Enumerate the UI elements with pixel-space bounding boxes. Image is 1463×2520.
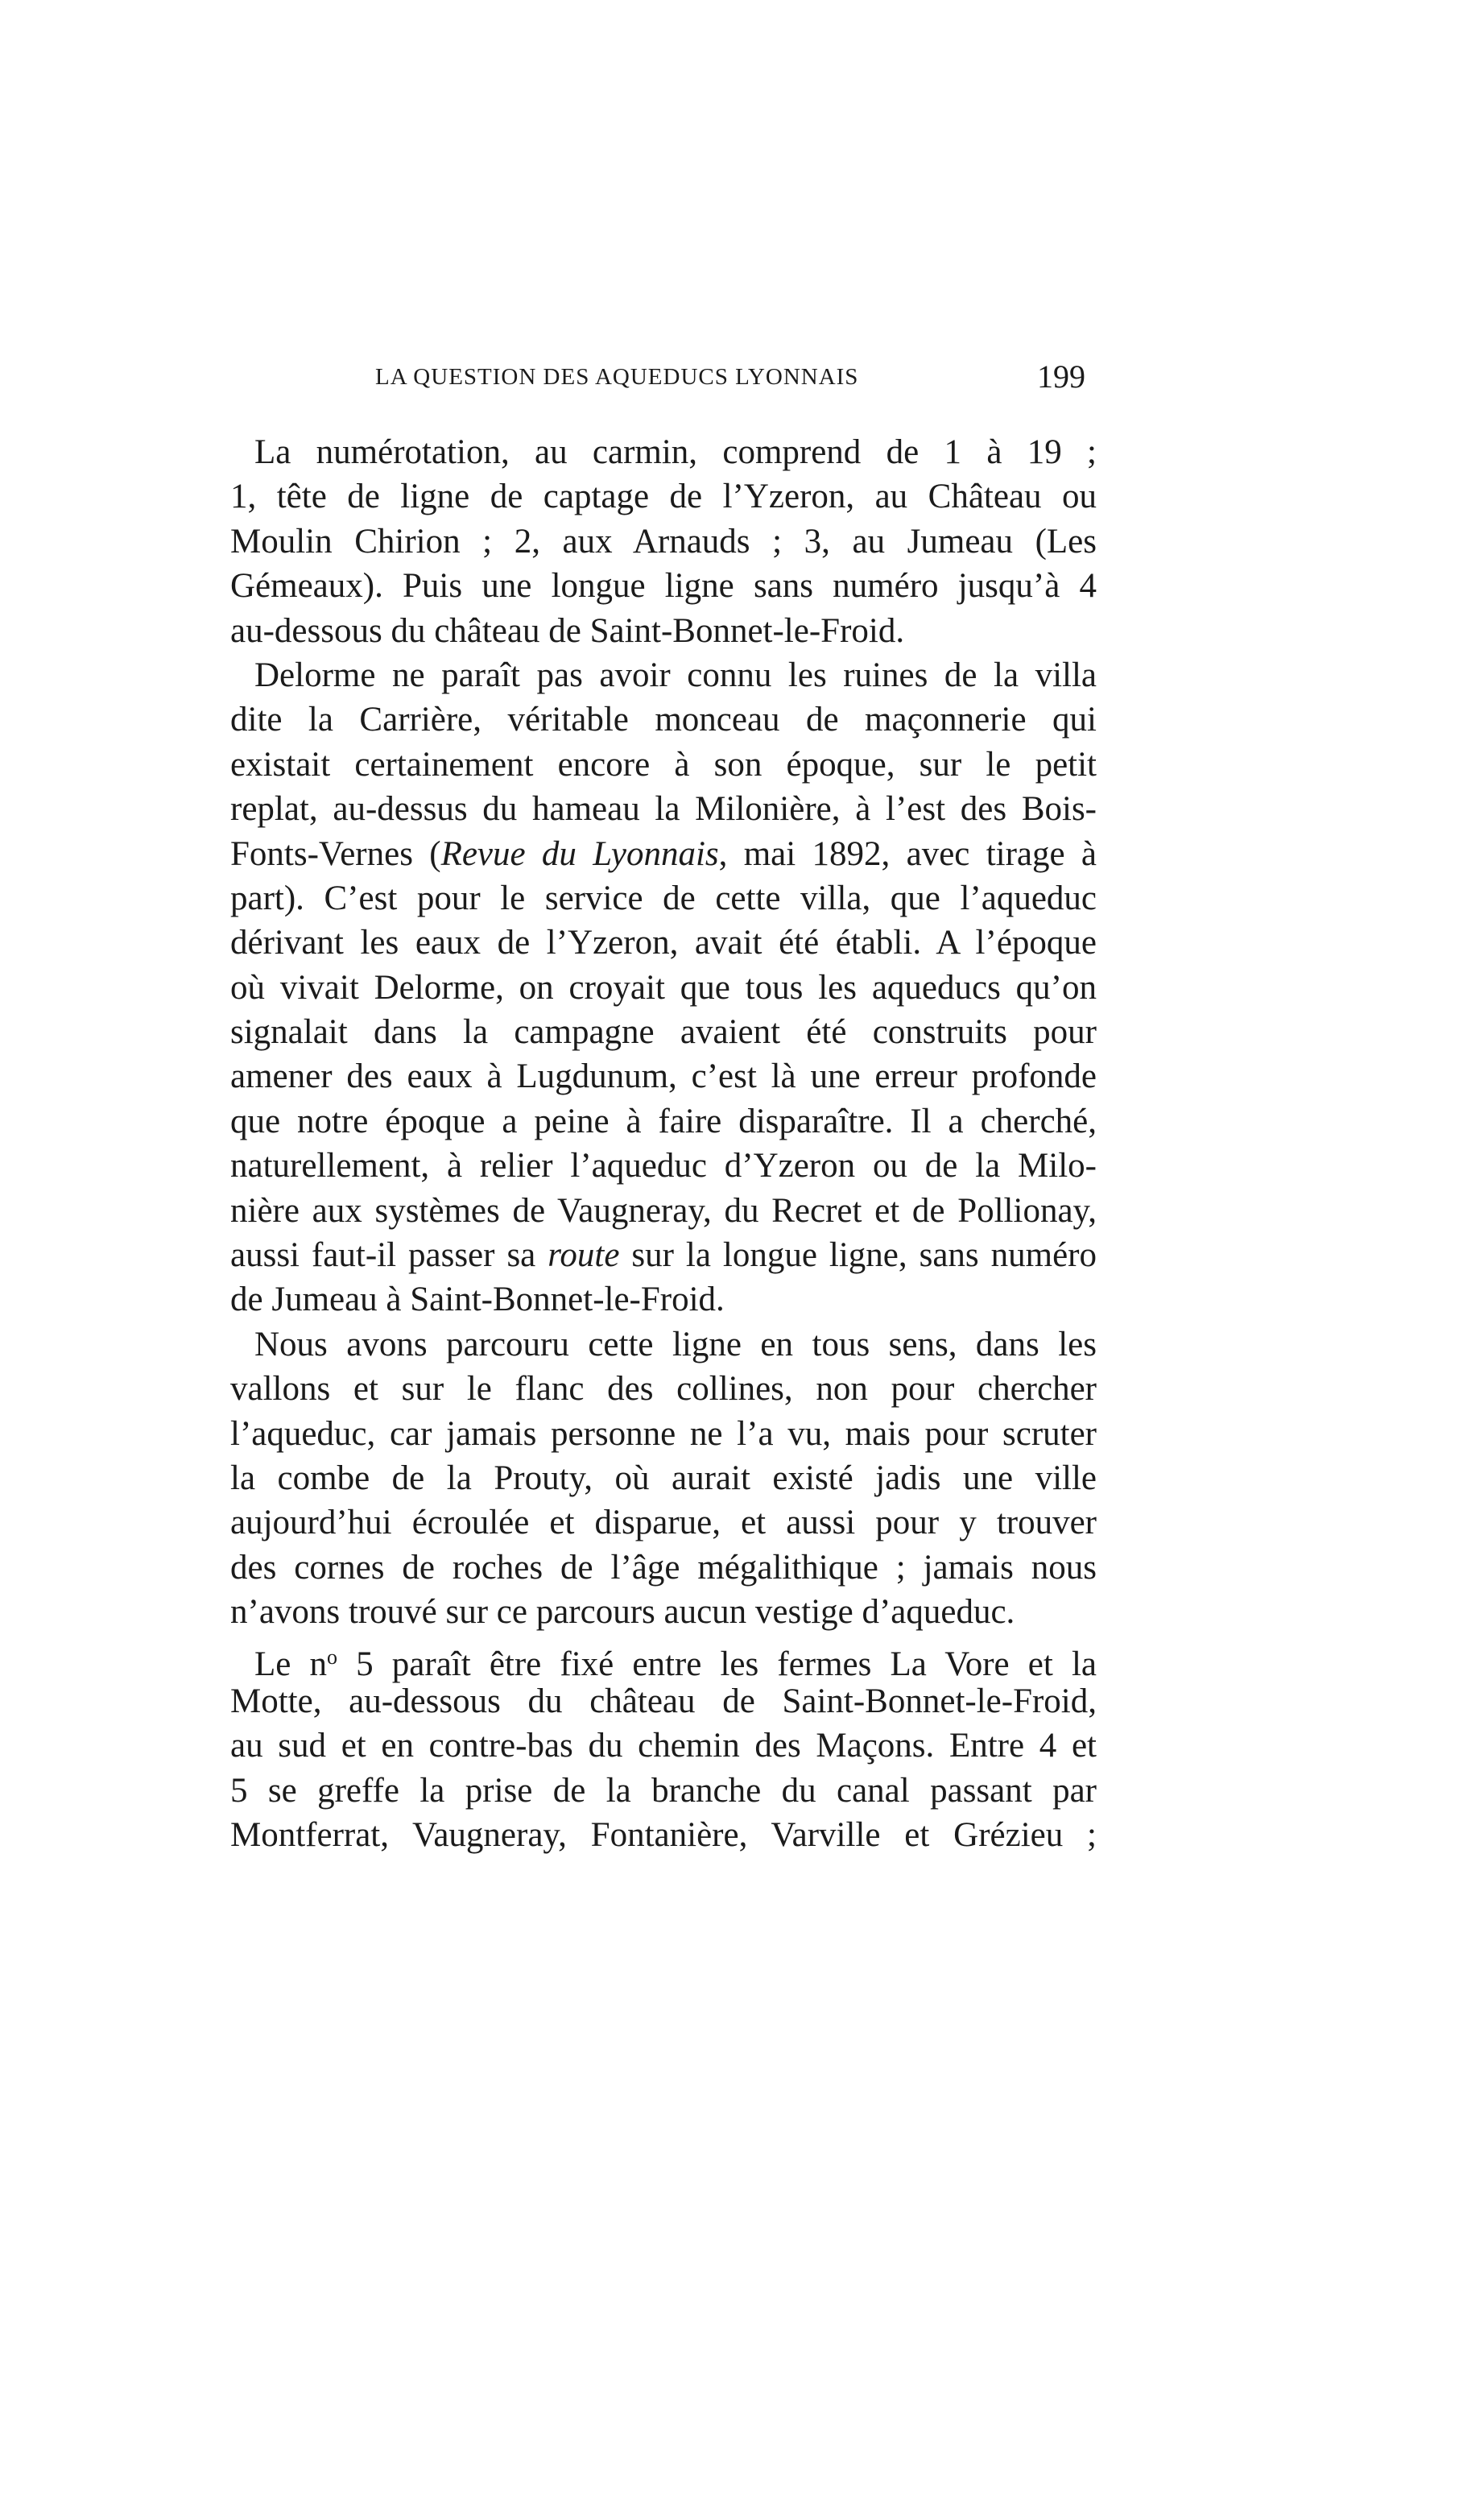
text-segment: Delorme ne paraît pas avoir connu les ruines de la villa [254, 656, 1097, 694]
text-segment: des cornes de roches de l’âge mégalithique ; jamais nous [230, 1548, 1097, 1587]
text-line [230, 609, 1097, 653]
text-segment: que notre époque a peine à faire disparaître. Il a cherché, [230, 1102, 1097, 1140]
text-segment: La numérotation, au carmin, comprend de 1 à 19 ; [254, 433, 1097, 471]
text-line [230, 564, 1097, 608]
text-line [230, 1189, 1097, 1233]
text-segment: au sud et en contre-bas du chemin des Maçons. Entre 4 et [230, 1727, 1097, 1765]
text-segment: l’aqueduc, car jamais personne ne l’a vu, mais pour scruter [230, 1414, 1097, 1453]
text-segment: nière aux systèmes de Vaugneray, du Recret et de Pollionay, [230, 1191, 1097, 1230]
text-segment: vallons et sur le flanc des collines, non pour chercher [230, 1370, 1097, 1409]
text-segment: la combe de la Prouty, où aurait existé jadis une ville [230, 1459, 1097, 1497]
text-line [230, 743, 1097, 787]
text-segment: Le n [254, 1645, 327, 1683]
text-segment: signalait dans la campagne avaient été construits pour [230, 1013, 1097, 1052]
text-segment: où vivait Delorme, on croyait que tous les aqueducs qu’on [230, 968, 1097, 1007]
text-line [230, 1412, 1097, 1456]
text-segment: 5 paraît être fixé entre les fermes La Vore et la [337, 1645, 1097, 1683]
body-text [230, 430, 1097, 1858]
text-segment: amener des eaux à Lugdunum, c’est là une erreur profonde [230, 1057, 1097, 1096]
text-line [230, 1590, 1097, 1634]
text-line [230, 474, 1097, 519]
text-segment: au-dessous du château de Saint-Bonnet-le-Froid. [230, 611, 905, 650]
text-segment: Motte, au-dessous du château de Saint-Bonnet-le-Froid, [230, 1682, 1097, 1720]
paragraph [230, 430, 1097, 653]
text-line [230, 1010, 1097, 1054]
text-line [230, 1679, 1097, 1723]
text-segment: n’avons trouvé sur ce parcours aucun vestige d’aqueduc. [230, 1593, 1015, 1632]
text-line [230, 1500, 1097, 1545]
text-line [230, 1456, 1097, 1500]
text-line [230, 966, 1097, 1010]
text-segment: dérivant les eaux de l’Yzeron, avait été établi. A l’époque [230, 924, 1097, 962]
text-line [230, 1233, 1097, 1277]
italic-text: Revue du Lyonnais [440, 834, 719, 873]
text-segment: sur la longue ligne, sans numéro [619, 1236, 1097, 1275]
text-line [230, 1277, 1097, 1322]
text-line [230, 1546, 1097, 1590]
text-segment: aussi faut-il passer sa [230, 1236, 548, 1275]
text-line [230, 832, 1097, 876]
text-line [230, 653, 1097, 697]
text-segment: Montferrat, Vaugneray, Fontanière, Varville et Grézieu ; [230, 1816, 1097, 1855]
text-line [230, 876, 1097, 921]
text-line [230, 921, 1097, 965]
text-segment: , mai 1892, avec tirage à [718, 834, 1097, 873]
running-header: LA QUESTION DES AQUEDUCS LYONNAIS [375, 364, 859, 390]
text-line [230, 697, 1097, 742]
text-line [230, 1054, 1097, 1099]
paragraph [230, 1635, 1097, 1858]
paragraph [230, 653, 1097, 1322]
text-line [230, 787, 1097, 831]
text-segment: dite la Carrière, véritable monceau de maçonnerie qui [230, 701, 1097, 739]
superscript-text: o [327, 1645, 337, 1669]
text-line [230, 1813, 1097, 1857]
text-line [230, 1367, 1097, 1411]
text-line [230, 1635, 1097, 1683]
text-line [230, 430, 1097, 474]
text-segment: de Jumeau à Saint-Bonnet-le-Froid. [230, 1281, 725, 1319]
text-line [230, 519, 1097, 564]
text-segment: part). C’est pour le service de cette villa, que l’aqueduc [230, 879, 1097, 917]
paragraph [230, 1322, 1097, 1635]
italic-text: route [548, 1236, 620, 1275]
text-segment: Nous avons parcouru cette ligne en tous sens, dans les [254, 1325, 1097, 1363]
text-segment: 1, tête de ligne de captage de l’Yzeron, au Château ou [230, 478, 1097, 516]
text-segment: replat, au-dessus du hameau la Milonière, à l’est des Bois- [230, 790, 1097, 829]
text-segment: 5 se greffe la prise de la branche du canal passant par [230, 1771, 1097, 1810]
text-segment: aujourd’hui écroulée et disparue, et aussi pour y trouver [230, 1504, 1097, 1542]
text-line [230, 1322, 1097, 1367]
text-line [230, 1099, 1097, 1144]
text-segment: existait certainement encore à son époque, sur le petit [230, 745, 1097, 784]
text-segment: Moulin Chirion ; 2, aux Arnauds ; 3, au Jumeau (Les [230, 522, 1097, 561]
text-segment: naturellement, à relier l’aqueduc d’Yzeron ou de la Milo- [230, 1147, 1097, 1186]
text-line [230, 1769, 1097, 1813]
page-number: 199 [1037, 358, 1085, 395]
text-line [230, 1144, 1097, 1188]
text-line [230, 1723, 1097, 1768]
text-segment: Fonts-Vernes ( [230, 834, 441, 873]
text-segment: Gémeaux). Puis une longue ligne sans numéro jusqu’à 4 [230, 567, 1097, 606]
